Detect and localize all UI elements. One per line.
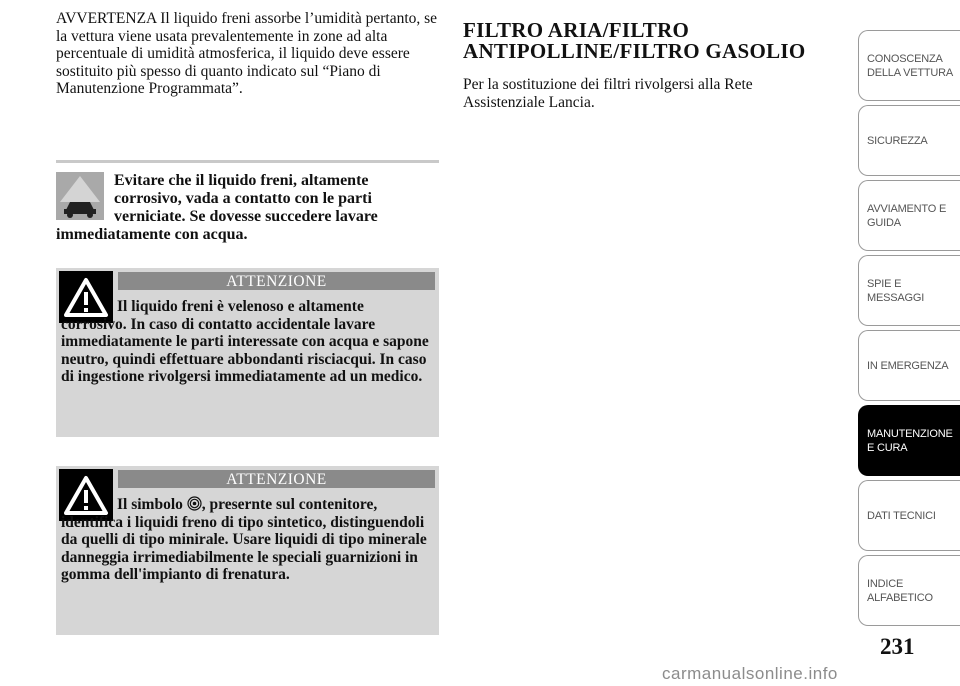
filter-section [463,20,823,111]
warning-body: Il liquido freni è velenoso e altamente corrosivo. In caso di contatto accidentale lavare immediatamente le parti interessate con acqua e sapone neutro, quindi effettuare abbondanti risciacqui. In caso di ingestione rivolgersi immediatamente ad un medico. [61,298,429,385]
tab-emergenza[interactable]: IN EMERGENZA [858,330,960,401]
tab-spie[interactable]: SPIE E MESSAGGI [858,255,960,326]
warning-body-after: , presernte sul contenitore, identifica i liquidi freno di tipo sintetico, distinguendoli da quelli di tipo minirale. Usare liquidi di tipo minerale danneggia irrimediabilmente le speciali guarnizioni in gomma dell'impianto di frenatura. [61,496,427,583]
tab-avviamento[interactable]: AVVIAMENTO E GUIDA [858,180,960,251]
tab-dati-tecnici[interactable]: DATI TECNICI [858,480,960,551]
warning-box-symbol [56,466,439,635]
intro-text: AVVERTENZA Il liquido freni assorbe l’umidità pertanto, se la vettura viene usata prevalentemente in zone ad alta percentuale di umidità atmosferica, il liquido deve essere sostituito più spesso di quanto indicato sul “Piano di Manutenzione Programmata”. [56,10,438,97]
tab-manutenzione[interactable]: MANUTENZIONE E CURA [858,405,960,476]
paint-notice [56,172,439,244]
page-number: 231 [880,634,915,659]
warning-heading: ATTENZIONE [118,272,435,290]
brake-fluid-symbol-icon [187,496,202,511]
watermark: carmanualsonline.info [662,664,838,683]
warning-body-before: Il simbolo [117,496,183,513]
warning-box-toxic [56,268,439,437]
notice-divider [56,160,439,163]
warning-text [61,298,433,386]
tab-sicurezza[interactable]: SICUREZZA [858,105,960,176]
section-title: FILTRO ARIA/FILTRO ANTIPOLLINE/FILTRO GASOLIO [463,18,806,63]
tab-indice[interactable]: INDICE ALFABETICO [858,555,960,626]
car-protection-icon [56,172,104,220]
tab-conoscenza[interactable]: CONOSCENZA DELLA VETTURA [858,30,960,101]
warning-text [61,496,433,584]
section-body: Per la sostituzione dei filtri rivolgersi alla Rete Assistenziale Lancia. [463,76,753,111]
intro-block [56,10,439,98]
notice-text: Evitare che il liquido freni, altamente corrosivo, vada a contatto con le parti verniciate. Se dovesse succedere lavare immediatamente con acqua. [56,172,378,243]
warning-heading: ATTENZIONE [118,470,435,488]
